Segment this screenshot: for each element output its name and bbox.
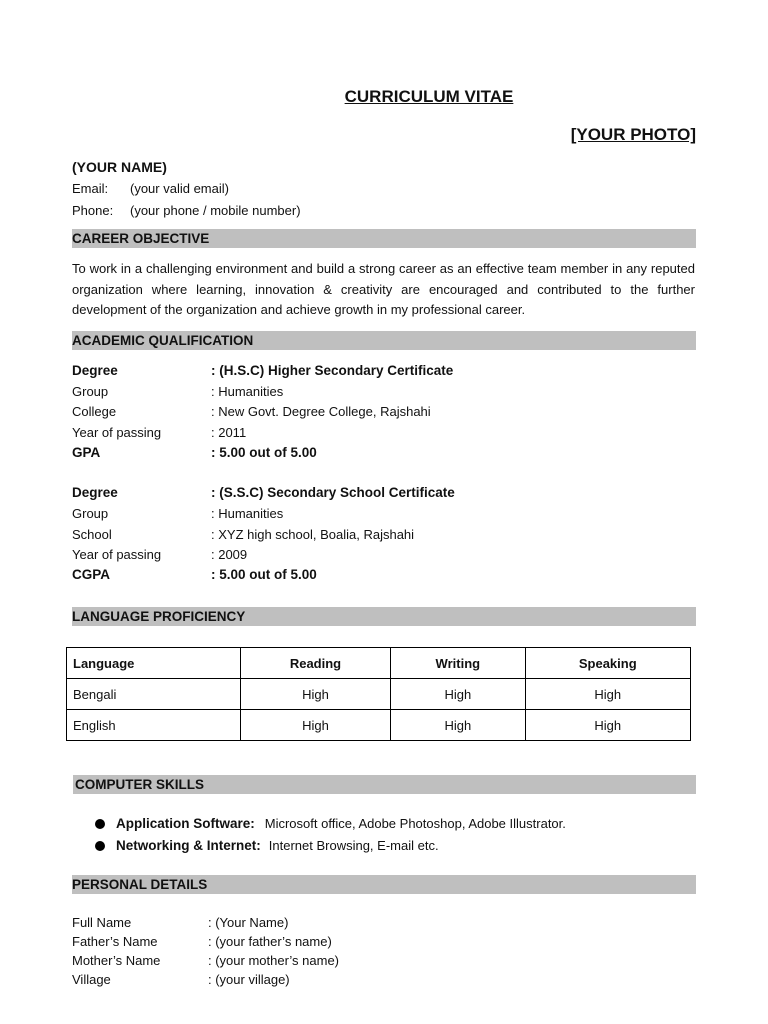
language-table xyxy=(66,647,691,741)
hsc-year-row xyxy=(72,423,246,443)
email-label: Email: xyxy=(72,181,109,196)
hsc-group-row xyxy=(72,382,283,402)
row-key: CGPA xyxy=(72,567,111,582)
bullet-icon xyxy=(95,819,105,829)
ssc-degree-row xyxy=(72,483,455,503)
column-header: Language xyxy=(67,648,241,679)
row-key: Group xyxy=(72,384,109,399)
phone-value: (your phone / mobile number) xyxy=(130,203,301,218)
row-value: : 2011 xyxy=(211,425,247,440)
row-key: Father’s Name xyxy=(72,934,158,949)
row-value: : (S.S.C) Secondary School Certificate xyxy=(211,485,455,500)
document-title: CURRICULUM VITAE xyxy=(344,87,514,106)
table-row xyxy=(67,710,691,741)
applicant-name: (YOUR NAME) xyxy=(72,159,167,175)
row-value: : (Your Name) xyxy=(208,915,289,930)
row-key: Mother’s Name xyxy=(72,953,161,968)
email-line xyxy=(72,181,229,196)
career-objective-heading: CAREER OBJECTIVE xyxy=(72,229,696,248)
row-key: GPA xyxy=(72,445,101,460)
table-cell: High xyxy=(525,710,690,741)
skill-label: Networking & Internet: xyxy=(116,838,261,853)
personal-details-heading: PERSONAL DETAILS xyxy=(72,875,696,894)
table-cell: Bengali xyxy=(67,679,241,710)
row-value: : Humanities xyxy=(211,506,284,521)
row-value: : (your father’s name) xyxy=(208,934,332,949)
list-item xyxy=(95,838,439,853)
row-key: College xyxy=(72,404,117,419)
skill-value: Microsoft office, Adobe Photoshop, Adobe Illustrator. xyxy=(264,816,566,831)
ssc-group-row xyxy=(72,504,283,524)
hsc-gpa-row xyxy=(72,443,317,463)
table-cell: High xyxy=(391,679,525,710)
ssc-year-row xyxy=(72,545,247,565)
column-header: Writing xyxy=(391,648,525,679)
computer-skills-heading: COMPUTER SKILLS xyxy=(73,775,696,794)
row-value: : (your village) xyxy=(208,972,290,987)
row-key: Degree xyxy=(72,485,118,500)
table-header-row xyxy=(67,648,691,679)
row-value: : Humanities xyxy=(211,384,284,399)
academic-qualification-heading: ACADEMIC QUALIFICATION xyxy=(72,331,696,350)
table-cell: High xyxy=(240,710,390,741)
table-row xyxy=(67,679,691,710)
personal-row xyxy=(72,932,332,951)
career-objective-text: To work in a challenging environment and build a strong career as an effective team member in any reputed organization where learning, innovation & creativity are encouraged and contributed to the further development of the organization and achieve growth in my professional career. xyxy=(72,261,695,317)
table-cell: High xyxy=(240,679,390,710)
ssc-cgpa-row xyxy=(72,565,317,585)
row-value: : 2009 xyxy=(211,547,248,562)
row-value: : (H.S.C) Higher Secondary Certificate xyxy=(211,363,454,378)
hsc-college-row xyxy=(72,402,431,422)
row-key: Group xyxy=(72,506,109,521)
bullet-icon xyxy=(95,841,105,851)
row-value: : 5.00 out of 5.00 xyxy=(211,445,317,460)
row-key: Village xyxy=(72,972,111,987)
email-value: (your valid email) xyxy=(130,181,229,196)
column-header: Speaking xyxy=(525,648,690,679)
hsc-degree-row xyxy=(72,361,453,381)
personal-row xyxy=(72,951,339,970)
row-key: Full Name xyxy=(72,915,132,930)
table-cell: High xyxy=(391,710,525,741)
row-key: School xyxy=(72,527,112,542)
language-proficiency-heading: LANGUAGE PROFICIENCY xyxy=(72,607,696,626)
skill-label: Application Software: xyxy=(116,816,255,831)
photo-placeholder: [YOUR PHOTO] xyxy=(570,125,696,144)
column-header: Reading xyxy=(240,648,390,679)
row-value: : 5.00 out of 5.00 xyxy=(211,567,317,582)
skill-value: Internet Browsing, E-mail etc. xyxy=(268,838,439,853)
ssc-school-row xyxy=(72,525,414,545)
row-value: : (your mother’s name) xyxy=(208,953,340,968)
row-value: : XYZ high school, Boalia, Rajshahi xyxy=(211,527,415,542)
list-item xyxy=(95,816,566,831)
row-key: Year of passing xyxy=(72,547,162,562)
table-cell: High xyxy=(525,679,690,710)
row-key: Year of passing xyxy=(72,425,162,440)
row-key: Degree xyxy=(72,363,118,378)
personal-row xyxy=(72,913,288,932)
personal-row xyxy=(72,970,290,989)
table-cell: English xyxy=(67,710,241,741)
row-value: : New Govt. Degree College, Rajshahi xyxy=(211,404,431,419)
phone-label: Phone: xyxy=(72,203,114,218)
phone-line xyxy=(72,203,301,218)
